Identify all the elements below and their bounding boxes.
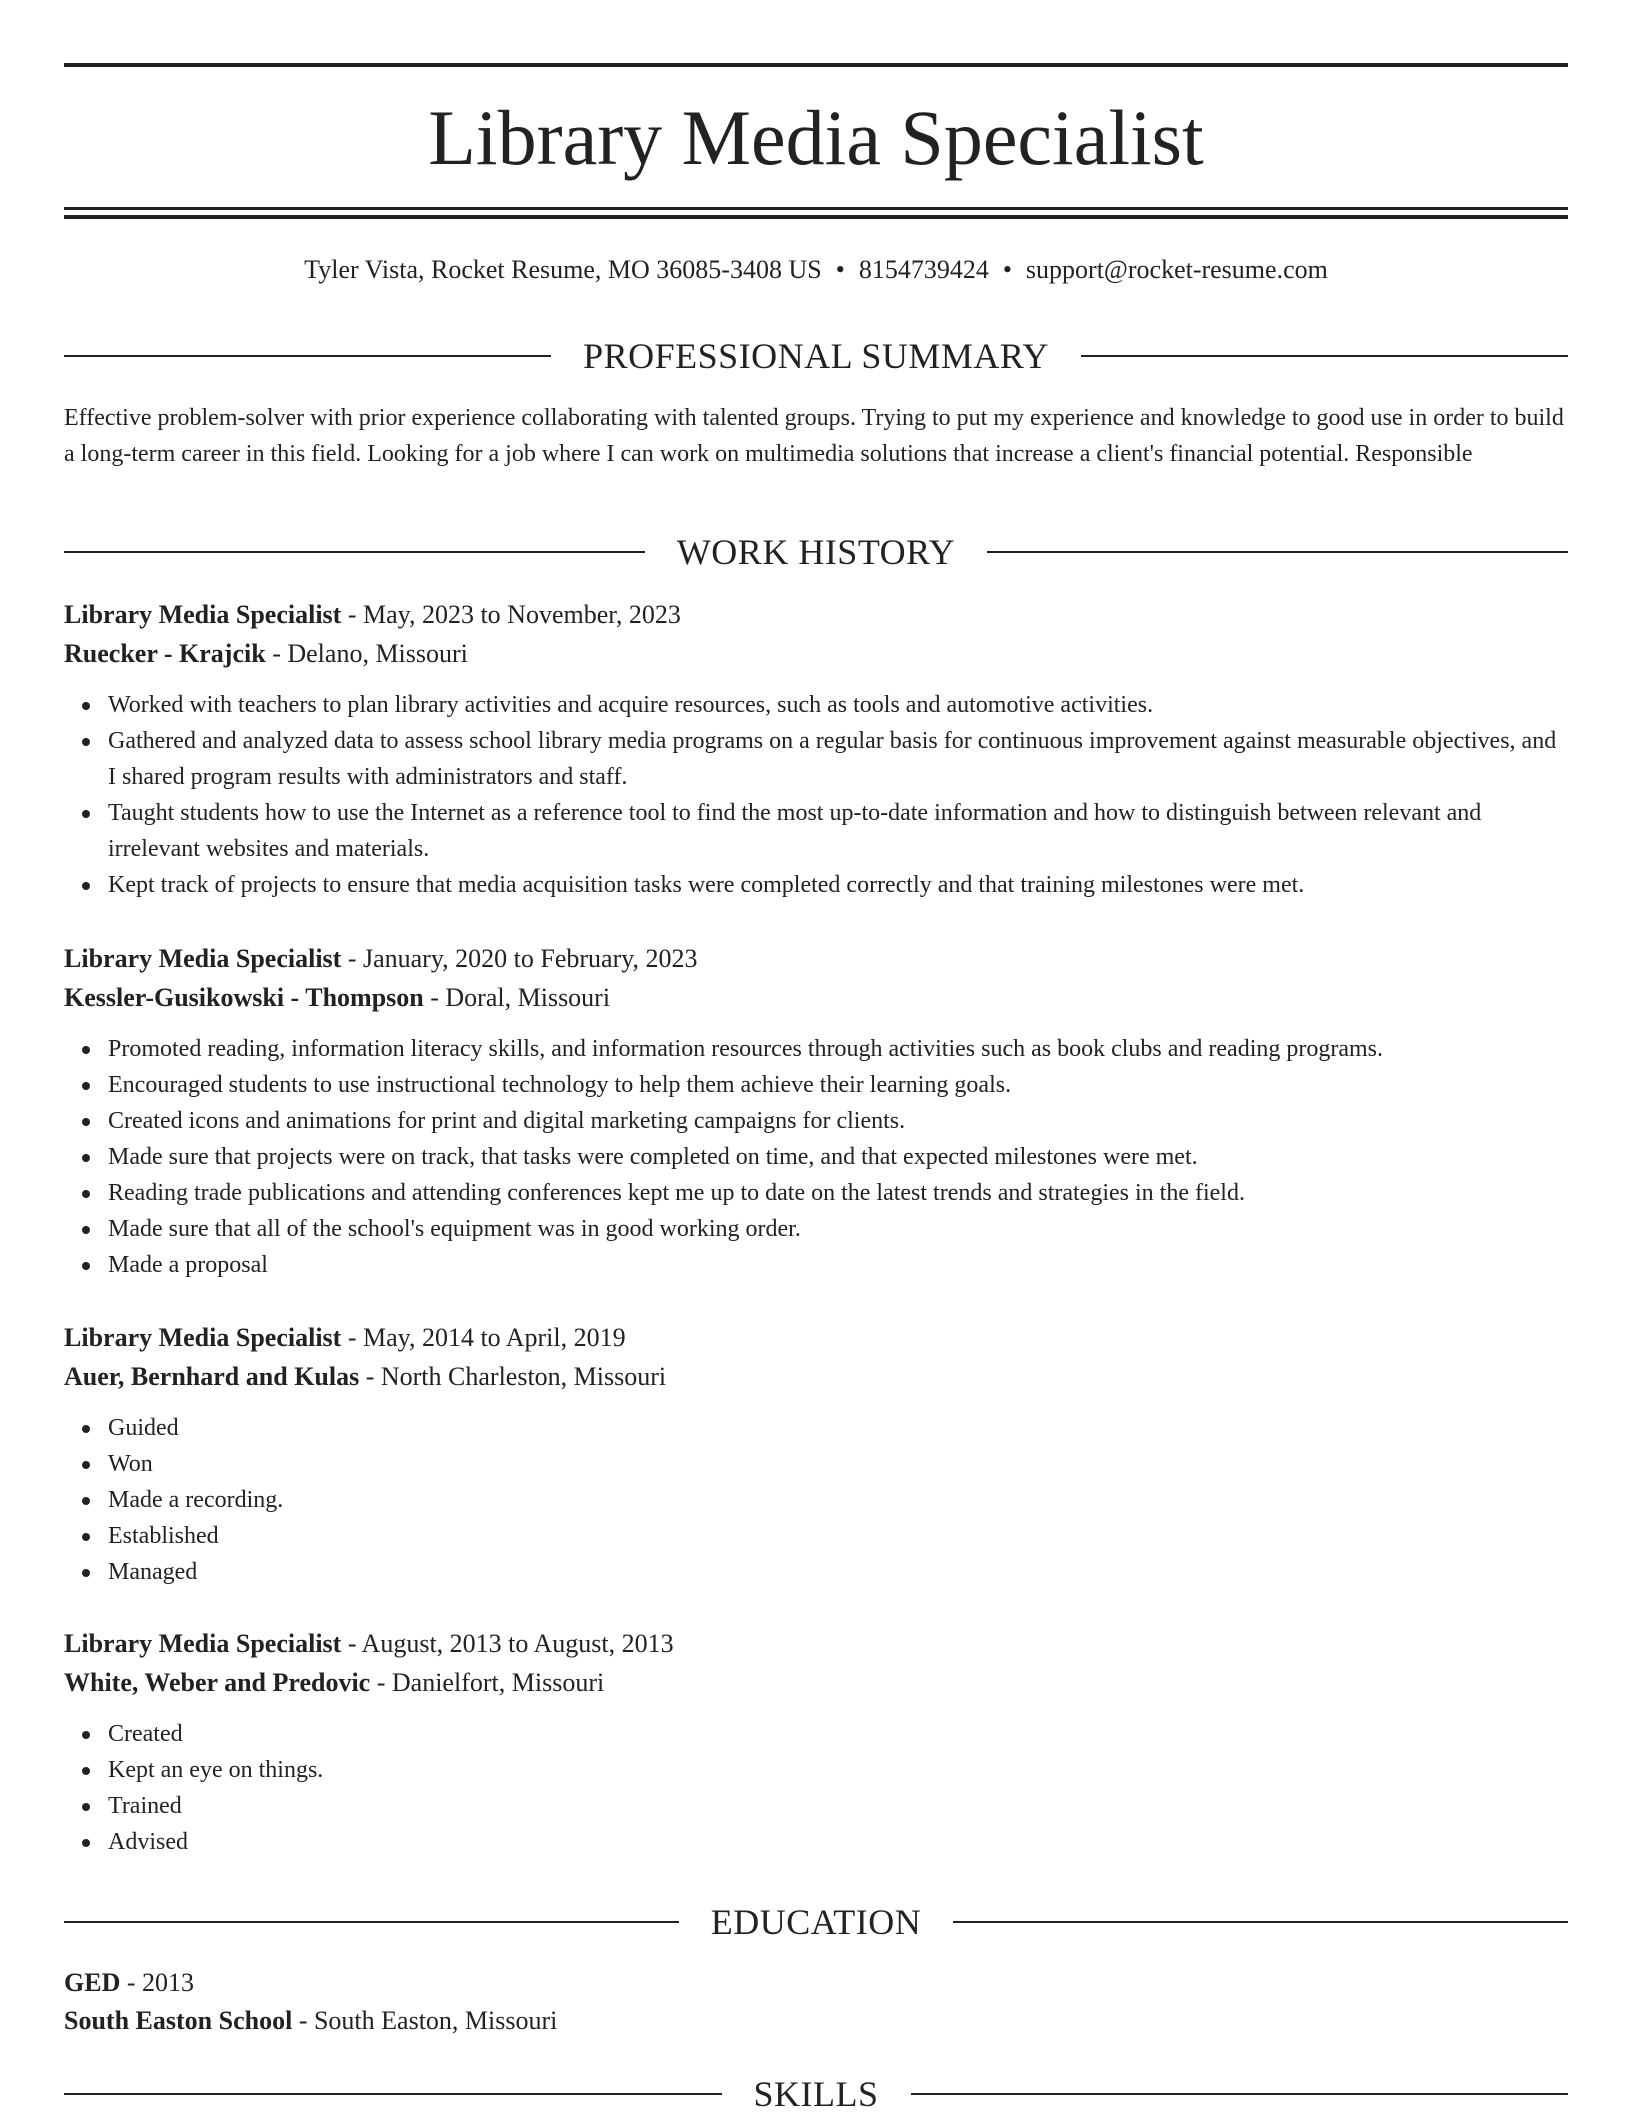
job-company: White, Weber and Predovic [64, 1668, 371, 1697]
contact-line [64, 252, 1568, 288]
page-title: Library Media Specialist [428, 94, 1204, 181]
job-title-line [64, 1318, 1568, 1357]
section-title: SKILLS [753, 2074, 879, 2112]
education-degree: GED [64, 1968, 121, 1997]
section-title: PROFESSIONAL SUMMARY [583, 336, 1049, 376]
job-bullet: Made a recording. [108, 1482, 1568, 1518]
title-rule-upper [64, 207, 1568, 210]
contact-separator: • [1002, 255, 1012, 284]
job-company-line [64, 978, 1568, 1017]
title-rule-lower [64, 215, 1568, 219]
job-bullet: Established [108, 1518, 1568, 1554]
job-bullet: Reading trade publications and attending conferences kept me up to date on the latest trends and strategies in the field. [108, 1175, 1568, 1211]
job-dates: - January, 2020 to February, 2023 [341, 944, 698, 973]
heading-rule [64, 1921, 679, 1923]
job-company: Ruecker - Krajcik [64, 639, 266, 668]
heading-rule [64, 2093, 722, 2095]
job-location: - Danielfort, Missouri [370, 1668, 605, 1697]
contact-separator: • [835, 255, 845, 284]
contact-phone: 8154739424 [858, 255, 989, 284]
heading-rule [953, 1921, 1568, 1923]
job-bullets [64, 1716, 1568, 1860]
job-company-line [64, 634, 1568, 673]
contact-email: support@rocket-resume.com [1025, 255, 1328, 284]
job-bullet: Made a proposal [108, 1247, 1568, 1283]
job-bullets [64, 1410, 1568, 1590]
job-bullet: Made sure that projects were on track, that tasks were completed on time, and that expected milestones were met. [108, 1139, 1568, 1175]
job-title-line [64, 1624, 1568, 1663]
job-bullets [64, 687, 1568, 903]
job-dates: - May, 2014 to April, 2019 [341, 1323, 626, 1352]
contact-address: Tyler Vista, Rocket Resume, MO 36085-3408 US [304, 255, 822, 284]
education-location: - South Easton, Missouri [292, 2006, 558, 2035]
heading-rule [987, 551, 1568, 553]
heading-rule [911, 2093, 1569, 2095]
section-heading-summary [64, 334, 1568, 378]
job-bullet: Taught students how to use the Internet as a reference tool to find the most up-to-date information and how to distinguish between relevant and irrelevant websites and materials. [108, 795, 1568, 867]
heading-rule [64, 551, 645, 553]
top-rule [64, 63, 1568, 67]
job-bullet: Encouraged students to use instructional technology to help them achieve their learning goals. [108, 1067, 1568, 1103]
section-heading-skills [64, 2072, 1568, 2112]
job-entry [64, 595, 1568, 903]
job-entry [64, 1318, 1568, 1590]
job-title: Library Media Specialist [64, 600, 342, 629]
job-bullet: Made sure that all of the school's equipment was in good working order. [108, 1211, 1568, 1247]
job-dates: - August, 2013 to August, 2013 [341, 1629, 674, 1658]
job-title: Library Media Specialist [64, 1629, 342, 1658]
education-entry [64, 1964, 1568, 2040]
job-bullet: Guided [108, 1410, 1568, 1446]
section-heading-work [64, 530, 1568, 574]
section-title: WORK HISTORY [676, 532, 956, 572]
job-title: Library Media Specialist [64, 1323, 342, 1352]
job-company-line [64, 1357, 1568, 1396]
job-title-line [64, 595, 1568, 634]
education-school: South Easton School [64, 2006, 293, 2035]
section-title: EDUCATION [710, 1902, 922, 1942]
heading-rule [64, 355, 551, 357]
job-title-line [64, 939, 1568, 978]
job-bullet: Worked with teachers to plan library activities and acquire resources, such as tools and automotive activities. [108, 687, 1568, 723]
job-bullet: Gathered and analyzed data to assess school library media programs on a regular basis for continuous improvement against measurable objectives, and I shared program results with administrators and staff. [108, 723, 1568, 795]
job-company: Auer, Bernhard and Kulas [64, 1362, 360, 1391]
education-school-line [64, 2002, 1568, 2040]
job-entry [64, 1624, 1568, 1860]
section-heading-education [64, 1900, 1568, 1944]
job-entry [64, 939, 1568, 1283]
education-degree-line [64, 1964, 1568, 2002]
job-bullet: Kept an eye on things. [108, 1752, 1568, 1788]
job-location: - Delano, Missouri [265, 639, 468, 668]
job-bullet: Trained [108, 1788, 1568, 1824]
job-company: Kessler-Gusikowski - Thompson [64, 983, 424, 1012]
job-bullet: Advised [108, 1824, 1568, 1860]
job-dates: - May, 2023 to November, 2023 [341, 600, 681, 629]
job-company-line [64, 1663, 1568, 1702]
job-bullet: Won [108, 1446, 1568, 1482]
job-location: - Doral, Missouri [423, 983, 611, 1012]
resume-page [64, 0, 1568, 2112]
job-bullet: Created icons and animations for print and digital marketing campaigns for clients. [108, 1103, 1568, 1139]
job-bullet: Promoted reading, information literacy skills, and information resources through activities such as book clubs and reading programs. [108, 1031, 1568, 1067]
job-location: - North Charleston, Missouri [359, 1362, 667, 1391]
job-title: Library Media Specialist [64, 944, 342, 973]
job-bullets [64, 1031, 1568, 1283]
job-bullet: Kept track of projects to ensure that media acquisition tasks were completed correctly and that training milestones were met. [108, 867, 1568, 903]
education-year: - 2013 [120, 1968, 195, 1997]
heading-rule [1081, 355, 1568, 357]
summary-text: Effective problem-solver with prior experience collaborating with talented groups. Trying to put my experience and knowledge to good use in order to build a long-term career in this field. Looking for a job where I can work on multimedia solutions that increase a client's financial potential. Responsible [64, 405, 1564, 467]
job-bullet: Managed [108, 1554, 1568, 1590]
job-bullet: Created [108, 1716, 1568, 1752]
